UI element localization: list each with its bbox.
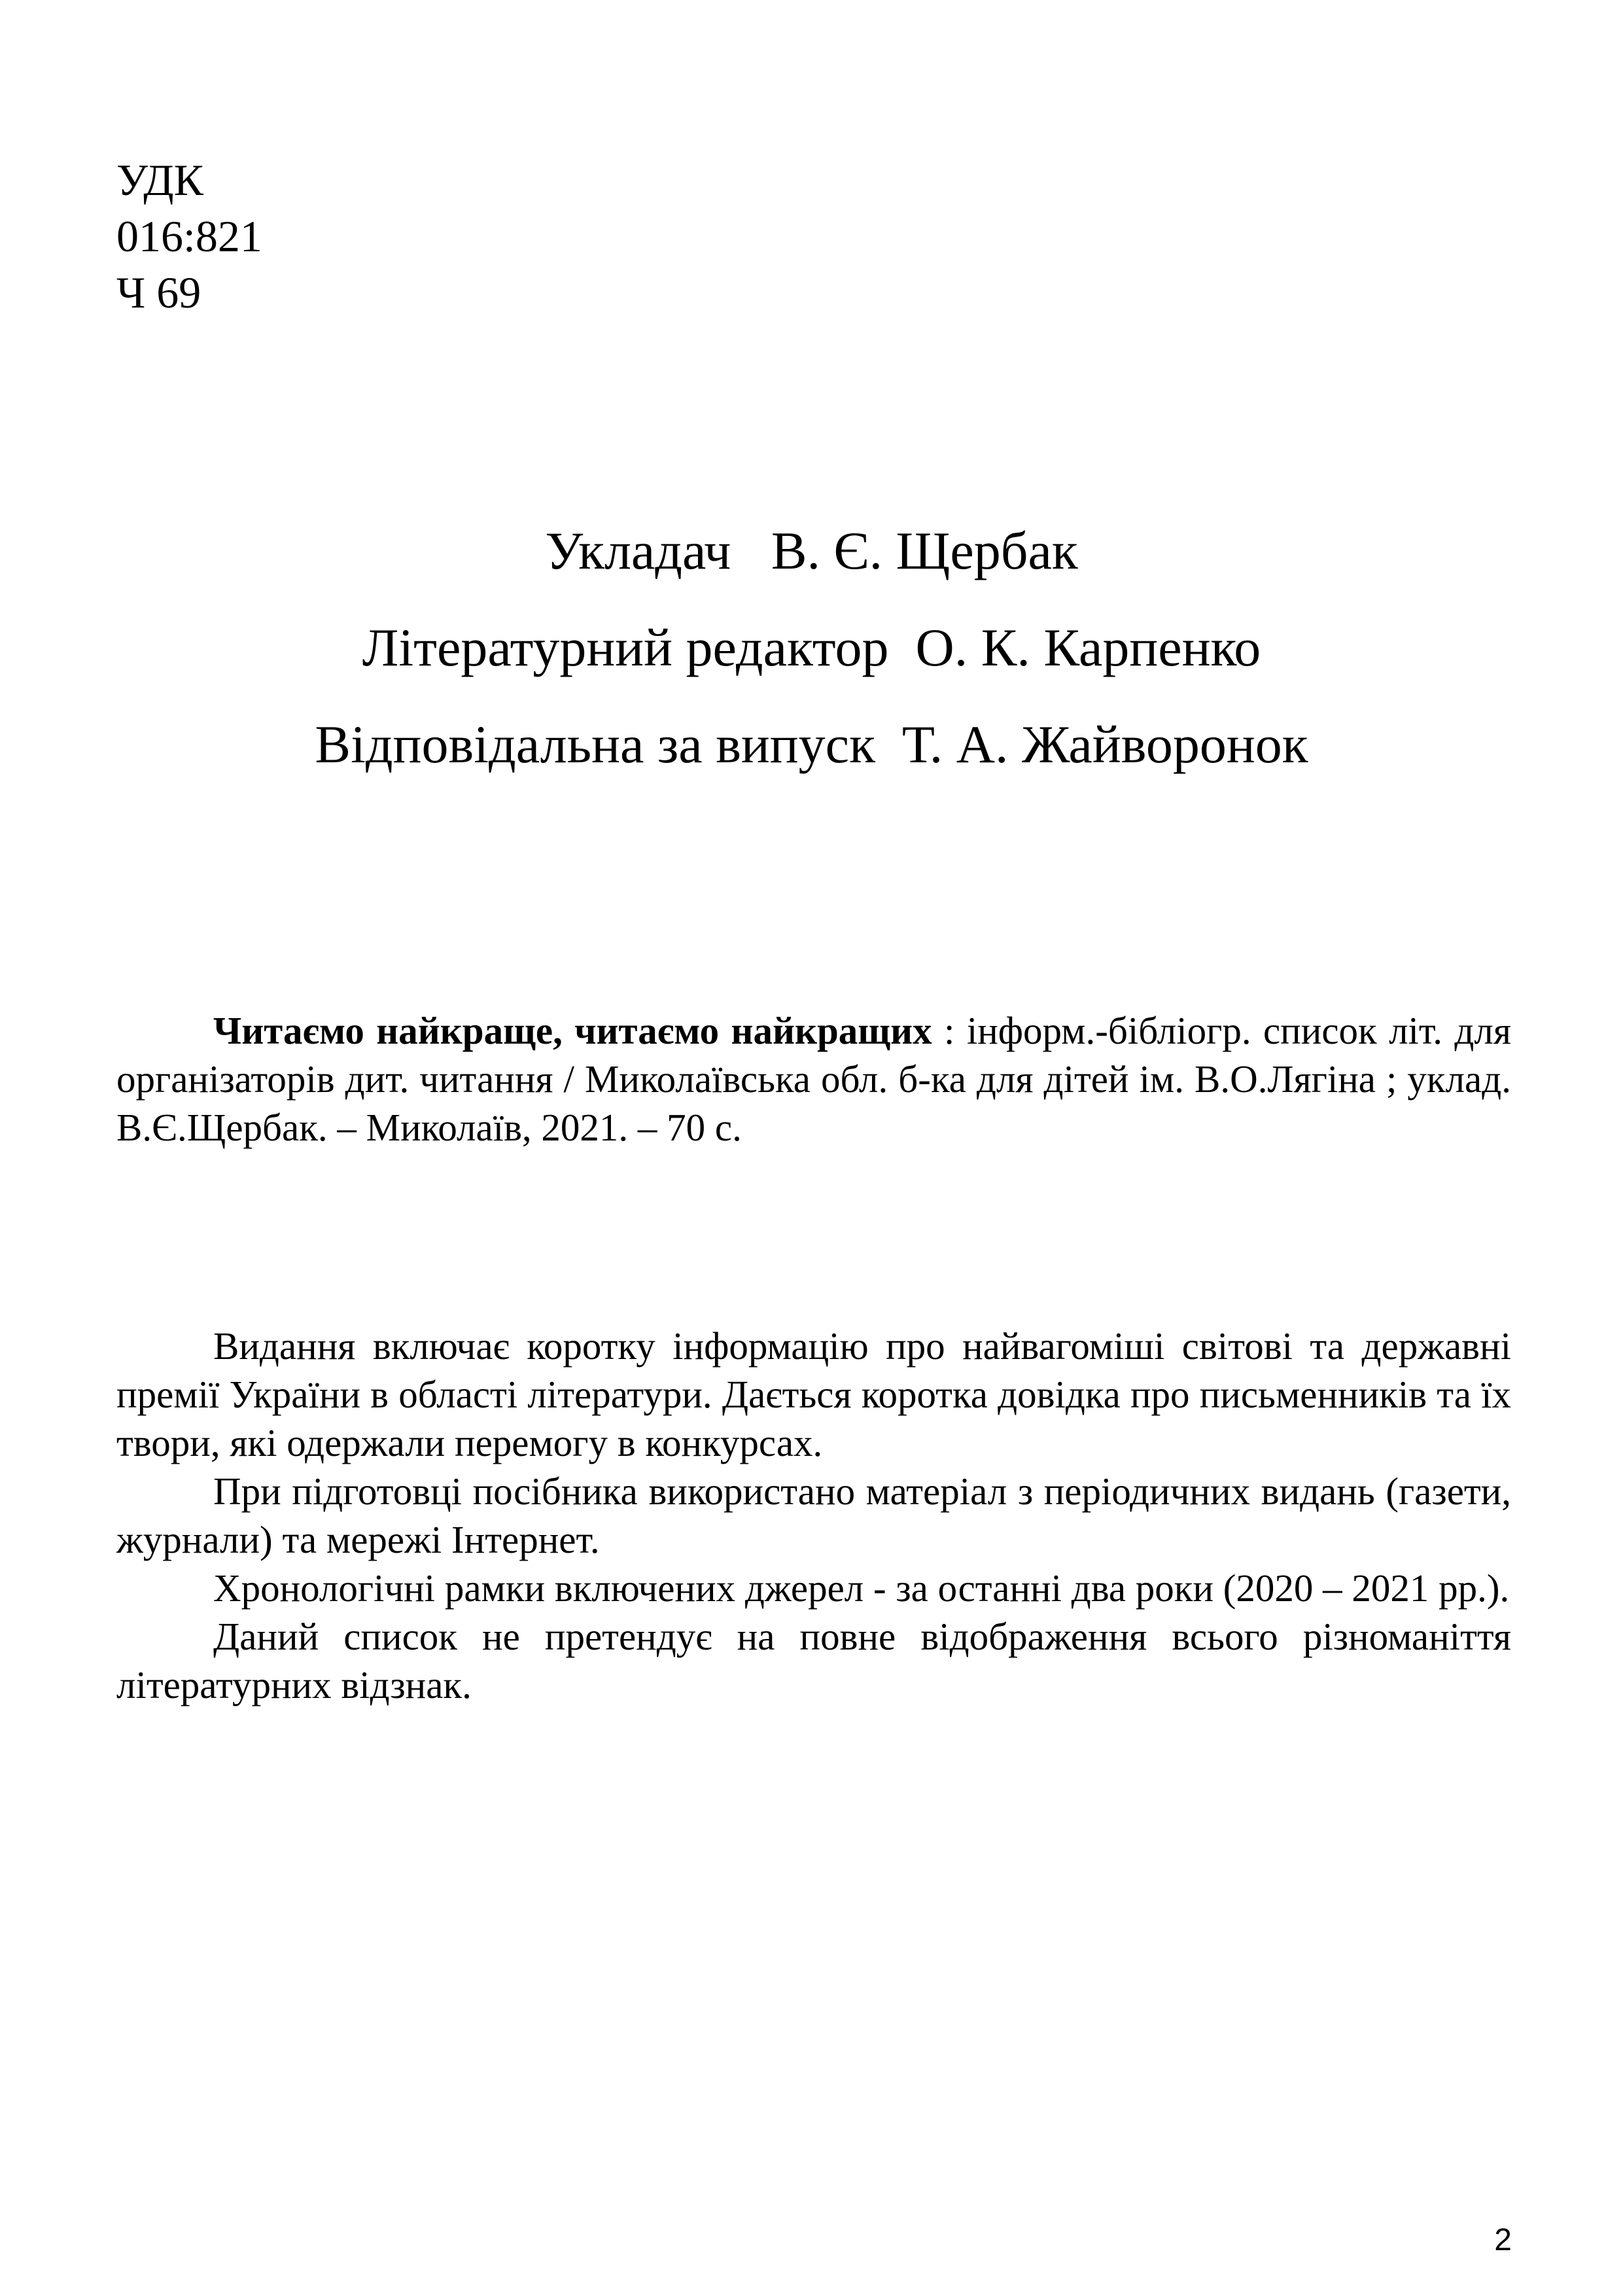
annotation-paragraph: Видання включає коротку інформацію про найвагоміші світові та державні премії України в області літератури. Дається коротка довідка про письменників та їх твори, які одержали перемогу в конкурсах. <box>116 1324 1511 1464</box>
annotation-block <box>116 1322 1511 1709</box>
author-mark: Ч 69 <box>116 268 201 317</box>
responsible-line: Відповідальна за випуск Т. А. Жайворонок <box>315 715 1308 774</box>
bibliographic-paragraph <box>116 1006 1511 1152</box>
publication-details: : інформ.-бібліогр. список літ. для організаторів дит. читання / Миколаївська обл. б-ка для дітей ім. В.О.Лягіна ; уклад. В.Є.Щербак. – Миколаїв, 2021. – 70 с. <box>116 1009 1512 1149</box>
editor-line: Літературний редактор О. К. Карпенко <box>362 618 1261 677</box>
page-number: 2 <box>1494 2223 1512 2257</box>
publication-title: Читаємо найкраще, читаємо найкращих <box>213 1009 932 1052</box>
compiler-line: Укладач В. Є. Щербак <box>545 521 1078 580</box>
udk-classification <box>116 152 262 321</box>
annotation-paragraph: Даний список не претендує на повне відображення всього різноманіття літературних відзнак. <box>116 1615 1511 1706</box>
udk-label: УДК <box>116 155 204 205</box>
annotation-paragraph: Хронологічні рамки включених джерел - за останні два роки (2020 – 2021 рр.). <box>213 1566 1510 1610</box>
annotation-paragraph: При підготовці посібника використано матеріал з періодичних видань (газети, журнали) та мережі Інтернет. <box>116 1470 1511 1561</box>
credits-block <box>0 503 1623 793</box>
udk-code: 016:821 <box>116 211 262 261</box>
bibliographic-description <box>116 1006 1511 1152</box>
